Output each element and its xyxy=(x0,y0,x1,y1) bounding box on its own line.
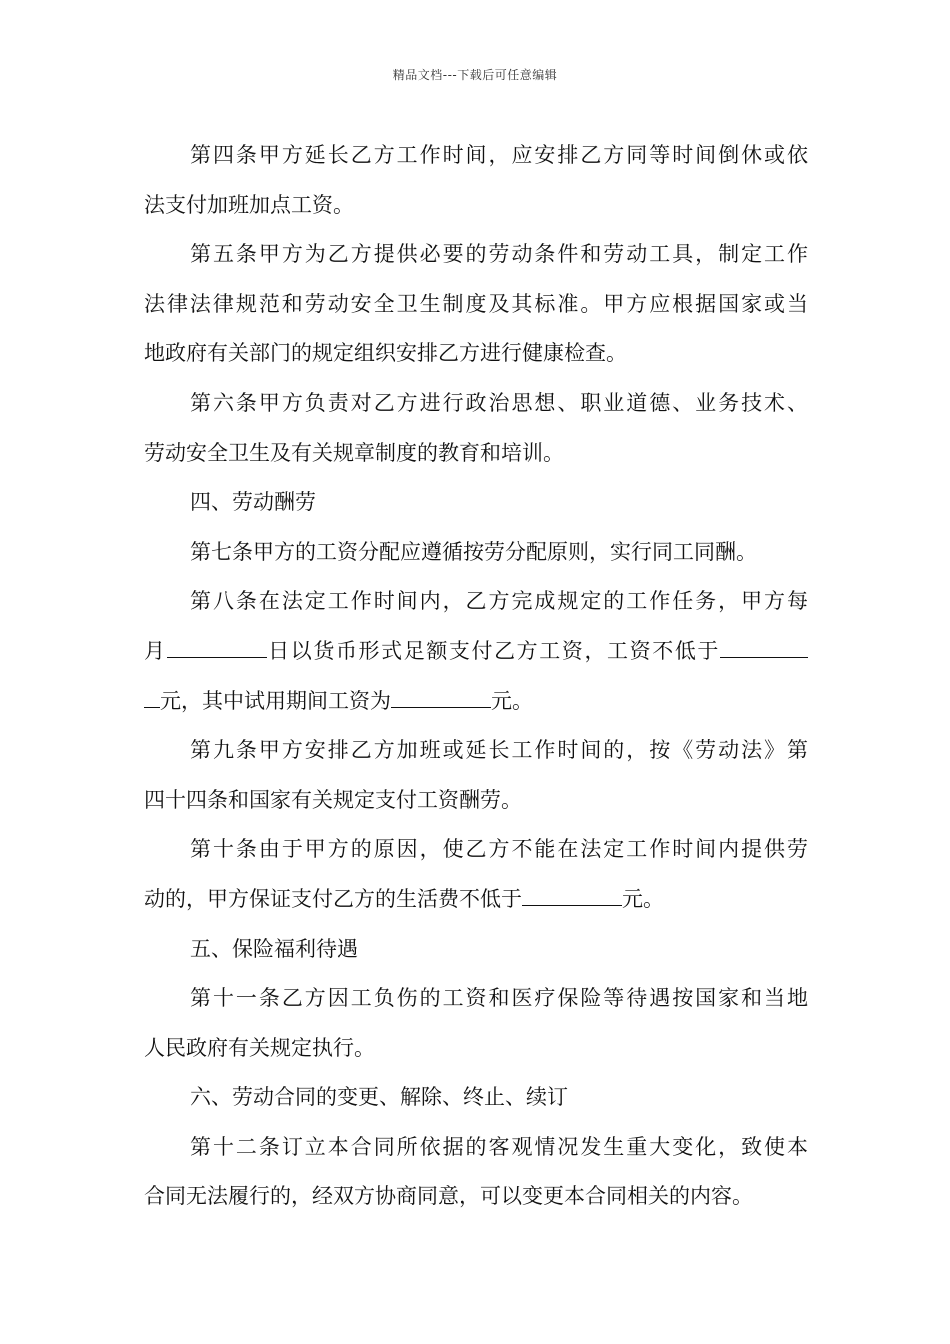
paragraph-line: 第五条甲方为乙方提供必要的劳动条件和劳动工具，制定工作 xyxy=(190,242,808,267)
paragraph-line: 法支付加班加点工资。 xyxy=(144,192,354,217)
paragraph-line: 第八条在法定工作时间内，乙方完成规定的工作任务，甲方每 xyxy=(190,589,808,614)
paragraph-line: 人民政府有关规定执行。 xyxy=(144,1035,375,1060)
paragraph-line: 劳动安全卫生及有关规章制度的教育和培训。 xyxy=(144,440,564,465)
fill-in-blank xyxy=(391,685,491,708)
section-heading: 五、保险福利待遇 xyxy=(190,936,358,961)
section-heading: 四、劳动酬劳 xyxy=(190,490,316,515)
fill-in-blank xyxy=(720,635,808,658)
line-text: 动的，甲方保证支付乙方的生活费不低于 xyxy=(144,886,522,911)
document-body xyxy=(144,131,808,1222)
fill-in-blank xyxy=(144,685,160,708)
paragraph-line: 法律法律规范和劳动安全卫生制度及其标准。甲方应根据国家或当 xyxy=(144,291,808,316)
paragraph-line: 第四条甲方延长乙方工作时间，应安排乙方同等时间倒休或依 xyxy=(190,143,808,167)
paragraph-line xyxy=(144,875,808,925)
paragraph-line: 第十二条订立本合同所依据的客观情况发生重大变化，致使本 xyxy=(190,1134,808,1159)
paragraph-line: 第十一条乙方因工负伤的工资和医疗保险等待遇按国家和当地 xyxy=(190,986,808,1011)
paragraph-line xyxy=(144,677,808,727)
fill-in-blank xyxy=(167,635,267,658)
paragraph-line: 第九条甲方安排乙方加班或延长工作时间的，按《劳动法》第 xyxy=(190,738,808,763)
page-header: 精品文档---下载后可任意编辑 xyxy=(392,68,558,82)
fill-in-blank xyxy=(522,883,622,906)
line-text: 元。 xyxy=(622,886,664,911)
paragraph-line: 第六条甲方负责对乙方进行政治思想、职业道德、业务技术、 xyxy=(190,390,808,415)
paragraph-line: 合同无法履行的，经双方协商同意，可以变更本合同相关的内容。 xyxy=(144,1184,753,1209)
line-text: 日以货币形式足额支付乙方工资，工资不低于 xyxy=(266,638,721,663)
paragraph-line: 地政府有关部门的规定组织安排乙方进行健康检查。 xyxy=(144,341,627,366)
section-heading: 六、劳动合同的变更、解除、终止、续订 xyxy=(190,1085,568,1110)
line-text: 元，其中试用期间工资为 xyxy=(160,688,391,713)
paragraph-line xyxy=(144,627,808,677)
paragraph-line: 第十条由于甲方的原因，使乙方不能在法定工作时间内提供劳 xyxy=(190,837,808,862)
paragraph-line: 第七条甲方的工资分配应遵循按劳分配原则，实行同工同酬。 xyxy=(190,539,757,564)
line-text: 月 xyxy=(144,638,167,663)
line-text: 元。 xyxy=(491,688,533,713)
paragraph-line: 四十四条和国家有关规定支付工资酬劳。 xyxy=(144,787,522,812)
